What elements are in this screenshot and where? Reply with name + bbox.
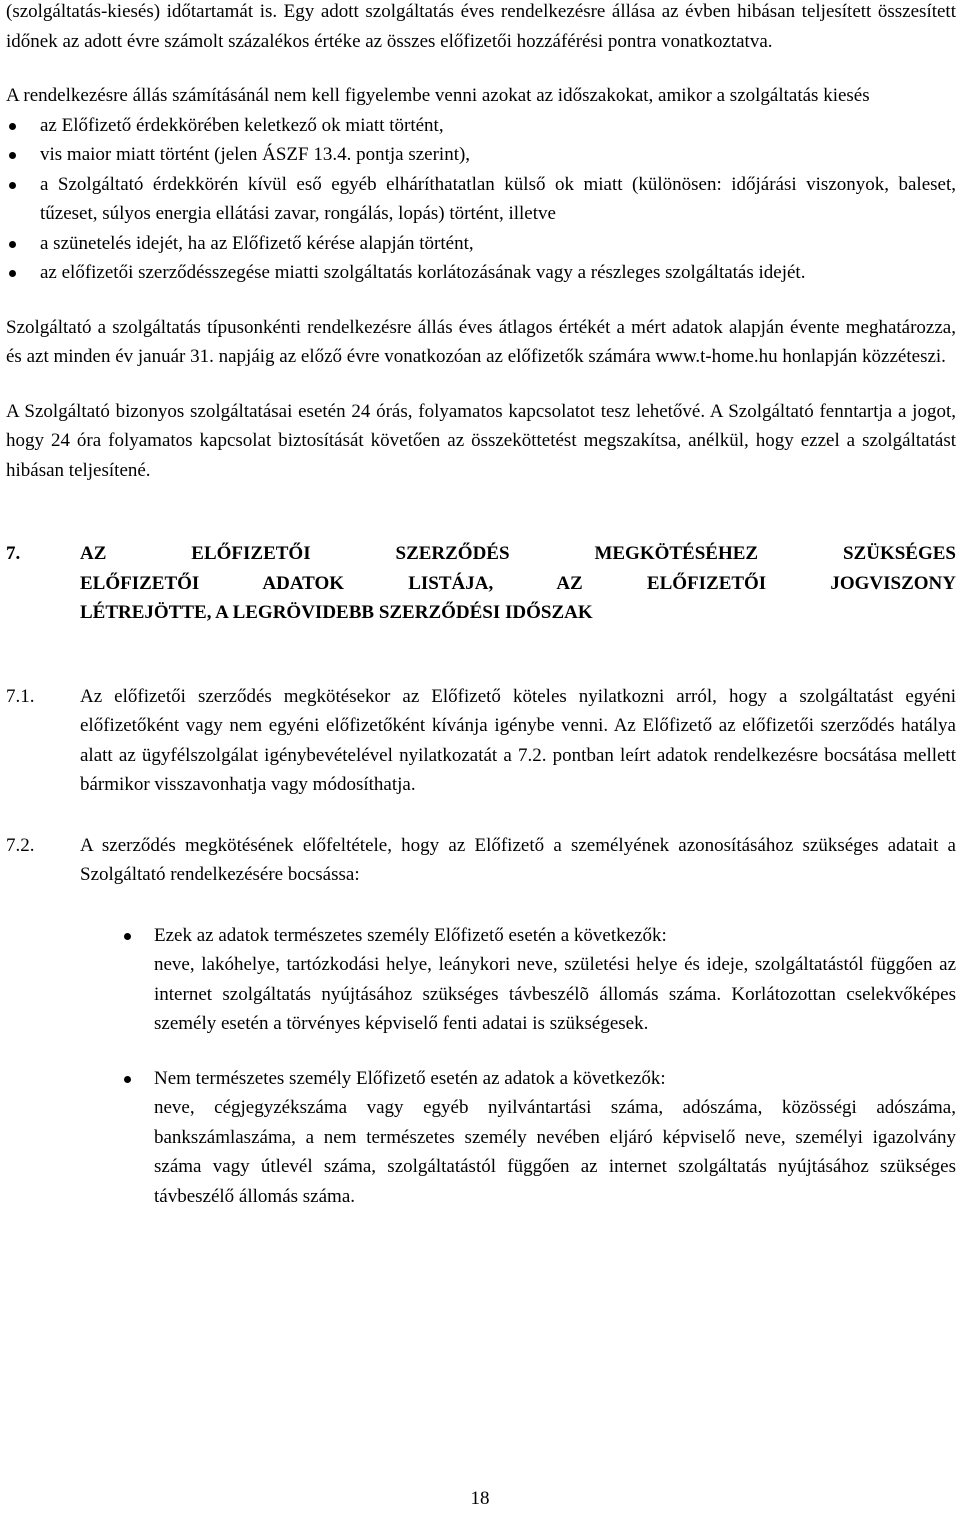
- spacer: [6, 628, 956, 682]
- bullet-icon: [9, 182, 16, 189]
- list-item-body: neve, cégjegyzékszáma vagy egyéb nyilvántartási száma, adószáma, közösségi adószáma, bankszámlaszáma, a nem természetes személy nevében eljáró képviselő neve, személyi igazolvány száma vagy útlevél száma, szolgáltatástól függően az internet szolgáltatás nyújtásához szükséges távbeszélő állomás száma.: [154, 1097, 956, 1207]
- list-item: [6, 140, 956, 170]
- section-number: 7.: [6, 543, 21, 564]
- list-item-body: neve, lakóhelye, tartózkodási helye, leánykori neve, születési helye és ideje, szolgáltatástól függően az internet szolgáltatás nyújtásához szükséges távbeszélõ állomás száma. Korlátozottan cselekvőképes személy esetén a törvényes képviselő fenti adatai is szükségesek.: [154, 954, 956, 1034]
- spacer: [6, 890, 956, 921]
- bullet-icon: [9, 152, 16, 159]
- list-item: [6, 111, 956, 141]
- data-requirements-list: [6, 921, 956, 1212]
- intro-paragraph-4: A Szolgáltató bizonyos szolgáltatásai esetén 24 órás, folyamatos kapcsolatot tesz lehetővé. A Szolgáltató fenntartja a jogot, hogy 24 óra folyamatos kapcsolat biztosítását követően az összeköttetést megszakítsa, anélkül, hogy ezzel a szolgáltatást hibásan teljesítené.: [6, 400, 956, 481]
- clause-7-2: [6, 831, 956, 890]
- bullet-icon: [124, 933, 131, 940]
- spacer: [6, 288, 956, 313]
- intro-paragraph-2: A rendelkezésre állás számításánál nem kell figyelembe venni azokat az időszakokat, amikor a szolgáltatás kiesés: [6, 85, 870, 106]
- spacer: [6, 372, 956, 397]
- list-item-lead: Nem természetes személy Előfizető esetén az adatok a következők:: [154, 1067, 666, 1089]
- list-item: [6, 921, 956, 1039]
- spacer: [6, 485, 956, 539]
- spacer: [6, 56, 956, 81]
- list-item: [6, 229, 956, 259]
- section-title-line: ELŐFIZETŐI ADATOK LISTÁJA, AZ ELŐFIZETŐI JOGVISZONY: [80, 572, 956, 594]
- bullet-icon: [9, 123, 16, 130]
- list-item: [6, 170, 956, 229]
- clause-text: Az előfizetői szerződés megkötésekor az Előfizető köteles nyilatkozni arról, hogy a szolgáltatást egyéni előfizetőként vagy nem egyéni előfizetőként kívánja igénybe venni. Az Előfizető az előfizetői szerződés hatálya alatt az ügyfélszolgálat igénybevételével nyilatkozatát a 7.2. pontban leírt adatok rendelkezésre bocsátása mellett bármikor visszavonhatja vagy módosíthatja.: [80, 685, 956, 795]
- section-heading: [6, 539, 956, 628]
- list-item-text: az előfizetői szerződésszegése miatti szolgáltatás korlátozásának vagy a részleges szolgáltatás idejét.: [40, 262, 806, 283]
- section-title-line: AZ ELŐFIZETŐI SZERZŐDÉS MEGKÖTÉSÉHEZ SZÜKSÉGES: [80, 543, 956, 564]
- intro-paragraph-3: Szolgáltató a szolgáltatás típusonkénti rendelkezésre állás éves átlagos értékét a mért adatok alapján évente meghatározza, és azt minden év január 31. napjáig az előző évre vonatkozóan az előfizetők számára www.t-home.hu honlapján közzéteszi.: [6, 316, 956, 367]
- exclusion-list: [6, 111, 956, 288]
- intro-paragraph-1: (szolgáltatás-kiesés) időtartamát is. Egy adott szolgáltatás éves rendelkezésre állása az évben hibásan teljesített összesített időnek az adott évre számolt százalékos értéke az összes előfizetői hozzáférési pontra vonatkoztatva.: [6, 1, 956, 52]
- document-page: [6, 0, 956, 1211]
- list-item-text: vis maior miatt történt (jelen ÁSZF 13.4. pontja szerint),: [40, 144, 471, 165]
- list-item: [6, 258, 956, 288]
- bullet-icon: [9, 241, 16, 248]
- clause-text: A szerződés megkötésének előfeltétele, hogy az Előfizető a személyének azonosításához szükséges adatait a Szolgáltató rendelkezésére bocsássa:: [80, 834, 956, 885]
- page-number: 18: [470, 1488, 490, 1509]
- clause-number: 7.1.: [6, 685, 35, 707]
- list-item-text: az Előfizető érdekkörében keletkező ok miatt történt,: [40, 114, 444, 136]
- list-item-text: a szünetelés idejét, ha az Előfizető kérése alapján történt,: [40, 232, 474, 254]
- spacer: [6, 800, 956, 831]
- clause-number: 7.2.: [6, 834, 35, 856]
- bullet-icon: [9, 270, 16, 277]
- clause-7-1: [6, 682, 956, 800]
- list-item-text: a Szolgáltató érdekkörén kívül eső egyéb elháríthatatlan külső ok miatt (különösen: időjárási viszonyok, baleset, tűzeset, súlyos energia ellátási zavar, rongálás, lopás) történt, illetve: [40, 173, 956, 224]
- bullet-icon: [124, 1076, 131, 1083]
- section-title-line: LÉTREJÖTTE, A LEGRÖVIDEBB SZERZŐDÉSI IDŐSZAK: [80, 602, 593, 623]
- list-item: [6, 1064, 956, 1212]
- list-item-lead: Ezek az adatok természetes személy Előfizető esetén a következők:: [154, 924, 667, 946]
